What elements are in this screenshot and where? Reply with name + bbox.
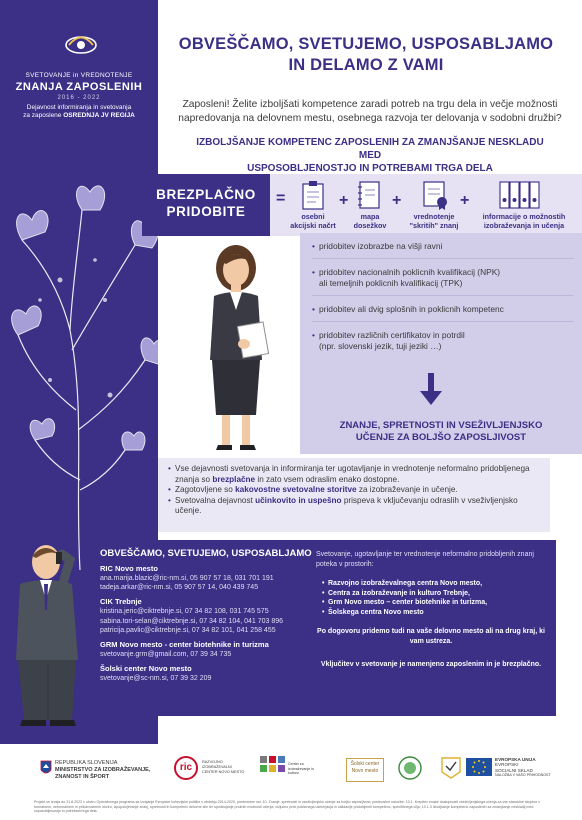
- contacts-list: [100, 564, 316, 688]
- brand-line-2: ZNANJA ZAPOSLENIH: [15, 81, 143, 93]
- list-item: • pridobitev različnih certifikatov in potrdil (npr. slovenski jezik, tuji jeziki …): [312, 330, 574, 352]
- grm-logo-icon: [398, 756, 422, 780]
- subtitle: IZBOLJŠANJE KOMPETENC ZAPOSLENIH ZA ZMANJŠANJE NESKLADU MED USPOSOBLJENOSTJO IN POTREBAMI TRGA DELA: [196, 137, 544, 174]
- notice-item: • Vse dejavnosti svetovanja in informiranja ter ugotavljanje in vrednotenje neformalno pridobljenega znanja so brezplačne in zato vsem odraslim enako dostopne.: [168, 464, 540, 485]
- contact-link[interactable]: tadeja.arkar@ric-nm.si, 05 907 57 14, 040 439 745: [100, 584, 259, 592]
- decorative-flower-icon: [0, 150, 158, 570]
- certificate-icon: [422, 180, 450, 210]
- arrow-down-icon: [420, 373, 442, 405]
- legal-fine-print: Projekt se izvaja do 31.8.2022 v okviru Operativnega programa za izvajanje Evropske kohezijske politike v obdobju 2014-2020, prednostne osi: 10. Znanje, spretnosti in vseživljenjsko učenje za boljšo zaposljivost; prednostne naložbe: 10.1. Krepitev enake dostopnosti vseživljenjskega učenja za vse starostne skupine v formalnem, neformalnem in priložnostnem okviru, izpopolnjevanje znanj, spretnosti in kompetenc delovne sile ter spodbujanje prožnih možnosti učenja, vključno prek poklicnega usmerjanja in validacije pridobljenih kompetenc; specifičnega cilja: 10.1.3 Izboljšanje kompetenc zaposlenih za zmanjšanje neskladij med usposobljenostjo in potrebami trga dela.: [34, 800, 541, 813]
- contact-link[interactable]: kristina.jeric@ciktrebnje.si, 07 34 82 108, 031 745 575: [100, 608, 269, 616]
- benefits-label: BREZPLAČNO PRIDOBITE: [142, 174, 270, 236]
- contact-ric: RIC Novo mesto ana.marija.blazic@ric-nm.si, 05 907 57 18, 031 701 191 tadeja.arkar@ric-nm.si, 05 907 57 14, 040 439 745: [100, 564, 316, 592]
- ric-logo: ric: [174, 756, 198, 780]
- contact-grm: GRM Novo mesto - center biotehnike in turizma svetovanje.grm@gmail.com, 07 39 34 735: [100, 640, 316, 659]
- list-item: • pridobitev ali dvig splošnih in poklicnih kompetenc: [312, 304, 574, 322]
- benefits-list: [312, 241, 574, 352]
- locations-intro: Svetovanje, ugotavljanje ter vrednotenje neformalno pridobljenih znanj poteka v prostorih:: [316, 551, 534, 568]
- list-item: • Grm Novo mesto – center biotehnike in turizma,: [322, 598, 546, 608]
- cik-logo-icon: [260, 756, 286, 776]
- locations-info: [316, 550, 546, 670]
- contact-link[interactable]: ana.marija.blazic@ric-nm.si, 05 907 57 18, 031 701 191: [100, 575, 274, 582]
- contact-link[interactable]: svetovanje@sc-nm.si, 07 39 32 209: [100, 675, 212, 683]
- page-title: OBVEŠČAMO, SVETUJEMO, USPOSABLJAMO IN DELAMO Z VAMI: [178, 35, 554, 74]
- benefit-3: vrednotenje "skritih" znanj: [409, 212, 459, 230]
- binders-icon: [498, 180, 542, 210]
- contact-link[interactable]: sabina.tori-selan@ciktrebnje.si, 07 34 82 104, 041 703 896: [100, 617, 284, 625]
- plus-sign-2: +: [392, 192, 402, 209]
- invite-text: Vključitev v svetovanje je namenjeno zaposlenim in je brezplačno.: [320, 661, 542, 668]
- contact-sc: Šolski center Novo mesto svetovanje@sc-nm.si, 07 39 32 209: [100, 664, 316, 683]
- contact-link[interactable]: patricija.pavlic@ciktrebnje.si, 07 34 82 101, 041 258 455: [100, 626, 276, 634]
- plus-sign-1: +: [339, 192, 349, 209]
- ric-logo-text: RAZVOJNO IZOBRAŽEVALNI CENTER NOVO MESTO: [202, 760, 245, 774]
- benefit-2: mapa dosežkov: [353, 212, 387, 230]
- contact-cik: CIK Trebnje kristina.jeric@ciktrebnje.si, 07 34 82 108, 031 745 575 sabina.tori-selan@ciktrebnje.si, 07 34 82 104, 041 703 896 patricija.pavlic@ciktrebnje.si, 07 34 82 101, 041 258 455: [100, 597, 316, 635]
- eu-flag-icon: [440, 756, 462, 780]
- slovenia-coat-of-arms-icon: [40, 760, 52, 776]
- benefit-4: informacije o možnostih izobraževanja in učenja: [482, 212, 566, 230]
- eu-logo-text: EVROPSKA UNIJA EVROPSKI SOCIALNI SKLAD NALOŽBA V VAŠO PRIHODNOST: [495, 757, 551, 778]
- list-item: • Razvojno izobraževalnega centra Novo mesto,: [322, 579, 546, 589]
- eu-stars-icon: [466, 758, 492, 776]
- equals-sign: =: [276, 190, 286, 207]
- notebook-icon: [356, 180, 382, 210]
- contact-link[interactable]: svetovanje.grm@gmail.com, 07 39 34 735: [100, 651, 232, 659]
- school-center-logo: Šolski center Novo mesto: [346, 758, 384, 782]
- list-item: • Šolskega centra Novo mesto: [322, 608, 546, 618]
- benefits-list-panel: [300, 233, 582, 454]
- notice-box: [158, 458, 550, 532]
- ministry-logo: REPUBLIKA SLOVENIJA MINISTRSTVO ZA IZOBRAŽEVANJE, ZNANOST IN ŠPORT: [55, 760, 151, 780]
- plus-sign-3: +: [460, 192, 470, 209]
- list-item: • pridobitev izobrazbe na višji ravni: [312, 241, 574, 259]
- notice-item: • Zagotovljene so kakovostne svetovalne storitve za izobraževanje in učenje.: [168, 485, 540, 496]
- businesswoman-illustration: [186, 240, 286, 455]
- agreement-text: Po dogovoru pridemo tudi na vaše delovno mesto ali na drug kraj, ki vam ustreza.: [317, 628, 545, 645]
- contacts-title: OBVEŠČAMO, SVETUJEMO, USPOSABLJAMO: [100, 548, 312, 559]
- notice-item: • Svetovalna dejavnost učinkovito in uspešno prispeva k vključevanju odraslih v vseživljenjsko učenje.: [168, 496, 540, 517]
- list-item: • pridobitev nacionalnih poklicnih kvalifikacij (NPK) ali temeljnih poklicnih kvalifikacij (TPK): [312, 267, 574, 296]
- project-logo-icon: [63, 32, 99, 58]
- list-item: • Centra za izobraževanje in kulturo Trebnje,: [322, 589, 546, 599]
- clipboard-icon: [300, 180, 326, 210]
- brand-description: Dejavnost informiranja in svetovanja za zaposlene OSREDNJA JV REGIJA: [23, 104, 135, 119]
- locations-list: [322, 579, 546, 617]
- cik-logo-text: Center za izobraževanje in kulturo: [288, 762, 314, 775]
- brand-years: 2016 - 2022: [57, 95, 101, 101]
- result-statement: ZNANJE, SPRETNOSTI IN VSEŽIVLJENJSKO UČENJE ZA BOLJŠO ZAPOSLJIVOST: [339, 420, 543, 443]
- intro-text: Zaposleni! Želite izboljšati kompetence zaradi potreb na trgu dela in večje možnosti napredovanja na delovnem mestu, osebnega razvoja ter delovanja v sodobni družbi?: [178, 99, 562, 124]
- brand-line-1: SVETOVANJE in VREDNOTENJE: [25, 72, 133, 79]
- benefit-1: osebni akcijski načrt: [290, 212, 336, 230]
- businessman-illustration: [0, 540, 96, 730]
